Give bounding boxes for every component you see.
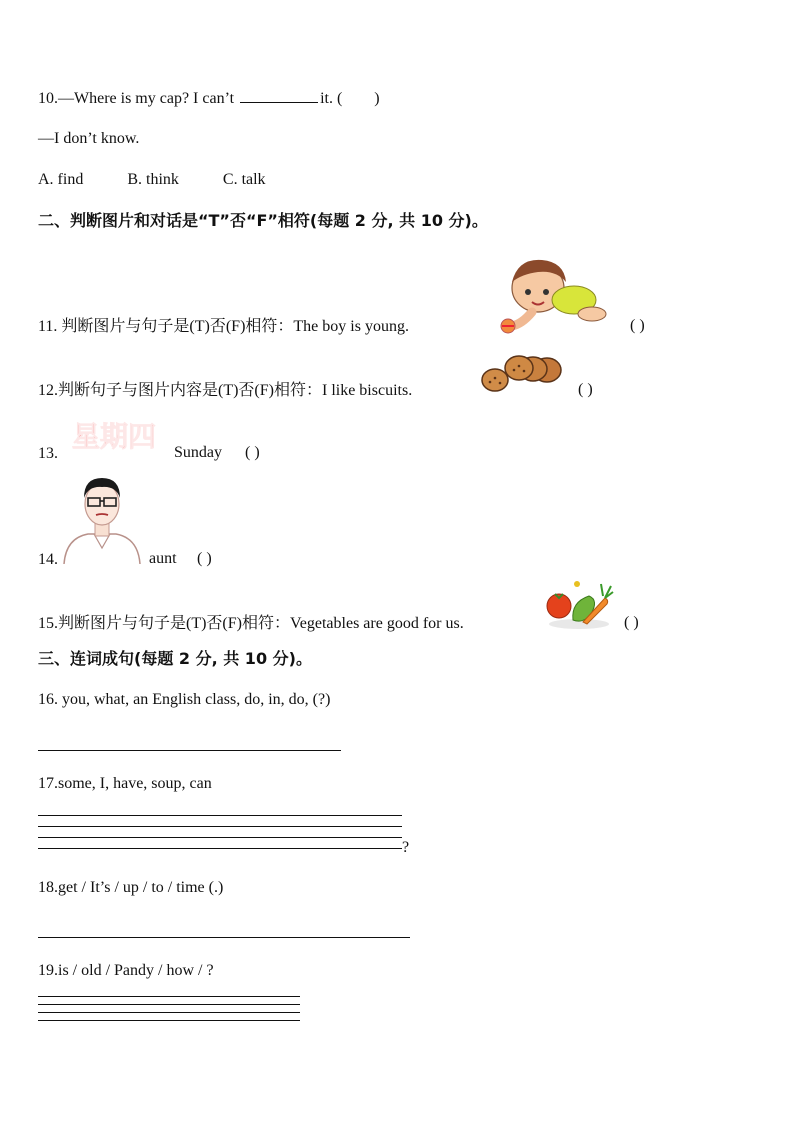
q11-text: 11. 判断图片与句子是(T)否(F)相符：The boy is young.: [38, 318, 409, 335]
q13-number: 13.: [38, 445, 58, 462]
q10-option-a: A. find: [38, 171, 84, 188]
thursday-word-picture: [62, 414, 166, 458]
q15-answer-paren: ( ): [624, 614, 639, 631]
vegetables-picture: [543, 574, 615, 632]
q19-answer-line-4: [38, 1020, 300, 1021]
q10-stem-b: it. (: [320, 90, 343, 107]
q17-end-mark: ?: [402, 839, 410, 856]
q10-reply: —I don’t know.: [38, 130, 140, 147]
man-with-glasses-picture: [62, 472, 142, 568]
q10-stem-a: 10.—Where is my cap? I can’t: [38, 90, 239, 107]
q10-options: [38, 170, 310, 190]
q18-text: 18.get / It’s / up / to / time (.): [38, 879, 224, 896]
q10-stem: [38, 88, 380, 109]
crawling-baby-picture: [492, 252, 612, 340]
q12-text: 12.判断句子与图片内容是(T)否(F)相符：I like biscuits.: [38, 382, 413, 399]
q14-number: 14.: [38, 551, 58, 568]
q10-option-c: C. talk: [222, 171, 266, 188]
q12-answer-paren: ( ): [578, 381, 593, 398]
q17-answer-line-1: [38, 815, 402, 816]
q13-word: Sunday: [174, 444, 222, 461]
q16-text: 16. you, what, an English class, do, in, do, (?): [38, 691, 331, 708]
q18-answer-line: [38, 937, 410, 938]
q10-blank: [240, 88, 318, 103]
section3-title: 三、连词成句(每题 2 分, 共 10 分)。: [38, 649, 312, 668]
biscuits-picture: [481, 352, 567, 398]
q17-answer-line-3: [38, 837, 402, 838]
thursday-word-text: 星期四: [71, 420, 157, 453]
q19-text: 19.is / old / Pandy / how / ?: [38, 962, 214, 979]
q14-answer-paren: ( ): [197, 550, 212, 567]
q10-option-b: B. think: [127, 171, 179, 188]
q16-answer-line: [38, 750, 341, 751]
q19-answer-line-3: [38, 1012, 300, 1013]
q11-answer-paren: ( ): [630, 317, 645, 334]
q17-answer-line-2: [38, 826, 402, 827]
q19-answer-line-2: [38, 1004, 300, 1005]
q13-answer-paren: ( ): [245, 444, 260, 461]
q14-word: aunt: [149, 550, 177, 567]
q19-answer-line-1: [38, 996, 300, 997]
q10-stem-c: ): [374, 90, 380, 107]
q17-text: 17.some, I, have, soup, can: [38, 775, 212, 792]
q15-text: 15.判断图片与句子是(T)否(F)相符：Vegetables are good for us.: [38, 615, 464, 632]
q17-answer-line-4: [38, 848, 402, 849]
section2-title: 二、判断图片和对话是“T”否“F”相符(每题 2 分, 共 10 分)。: [38, 211, 488, 230]
